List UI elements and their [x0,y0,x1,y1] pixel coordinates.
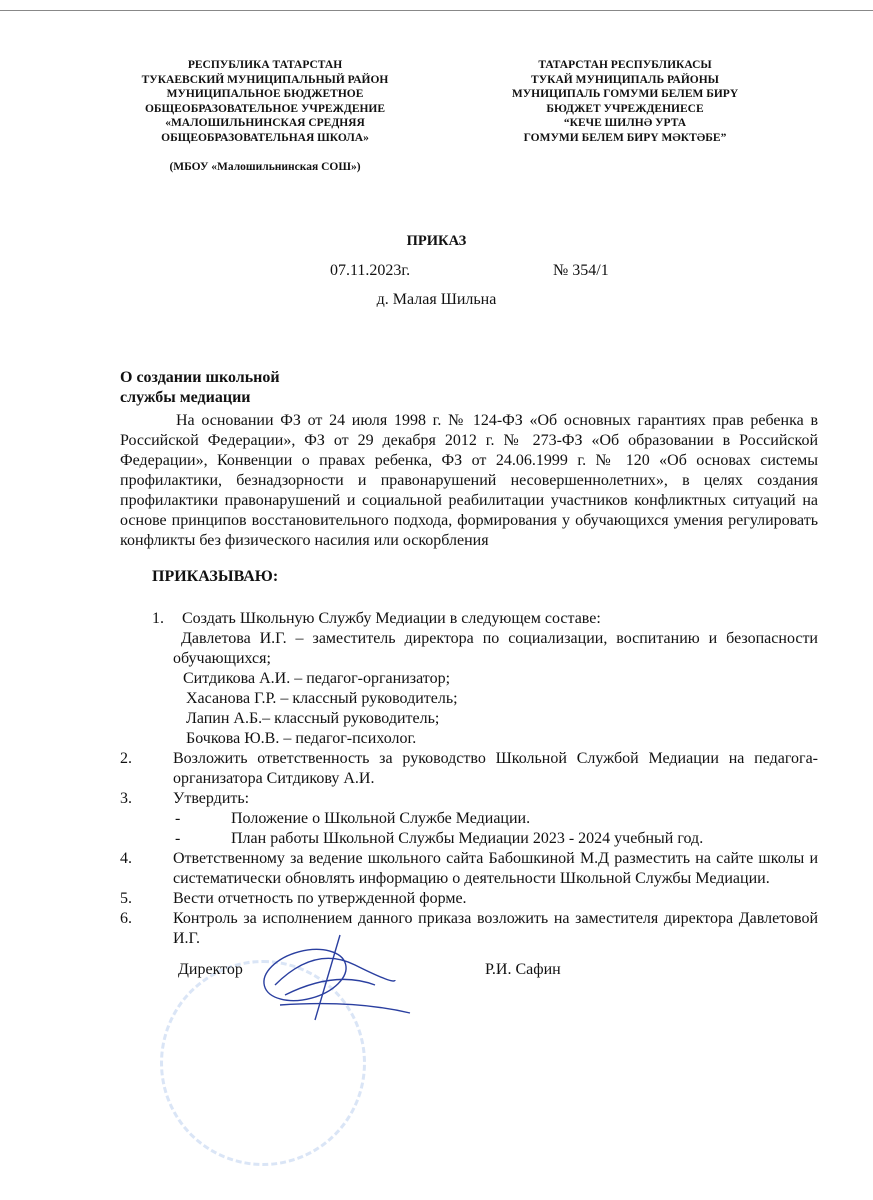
subject-line: службы медиации [120,389,251,406]
signature-role: Директор [178,961,243,978]
header-line: ТАТАРСТАН РЕСПУБЛИКАСЫ [538,59,712,71]
order-items [120,609,818,949]
item-text: Утвердить: [173,790,250,807]
order-item [120,609,818,629]
header-tatar [480,58,770,146]
header-abbreviation: (МБОУ «Малошильнинская СОШ») [169,160,361,173]
order-heading: ПРИКАЗЫВАЮ: [152,568,279,585]
document-number: № 354/1 [553,262,609,279]
document-date: 07.11.2023г. [330,262,411,279]
header-line: ОБЩЕОБРАЗОВАТЕЛЬНАЯ ШКОЛА» [161,131,369,144]
item-text: Ответственному за ведение школьного сайта Бабошкиной М.Д разместить на сайте школы и систематически обновлять информацию о деятельности Школьной Службы Медиации. [173,850,818,887]
header-russian [120,58,410,174]
header-line: МУНИЦИПАЛЬНОЕ БЮДЖЕТНОЕ [166,88,364,101]
approve-item [120,809,818,829]
member: Хасанова Г.Р. – классный руководитель; [186,690,458,707]
dash: - [175,810,181,827]
item-number: 5. [120,890,132,907]
item-number: 1. [152,610,164,627]
order-item [120,789,818,809]
header-line: БЮДЖЕТ УЧРЕЖДЕНИЕСЕ [546,102,704,115]
item-number: 2. [120,750,132,767]
approve-text: План работы Школьной Службы Медиации 2023 - 2024 учебный год. [231,830,704,847]
preamble-paragraph: На основании ФЗ от 24 июля 1998 г. № 124-ФЗ «Об основных гарантиях прав ребенка в Российской Федерации», ФЗ от 29 декабря 2012 г. № 273-ФЗ «Об образовании в Российской Федерации», Конвенции о правах ребенка, ФЗ от 24.06.1999 г. № 120 «Об основах системы профилактики, безнадзорности и правонарушений несовершеннолетних», в целях создания профилактики правонарушений и социальной реабилитации участников конфликтных ситуаций на основе принципов восстановительного подхода, формирования у обучающихся умения регулировать конфликты без физического насилия или оскорбления [120,412,818,549]
document-place: д. Малая Шильна [376,291,497,308]
header-line: РЕСПУБЛИКА ТАТАРСТАН [187,59,343,71]
approve-text: Положение о Школьной Службе Медиации. [231,810,531,827]
item-text: Создать Школьную Службу Медиации в следующем составе: [182,610,601,627]
header-line: ОБЩЕОБРАЗОВАТЕЛЬНОЕ УЧРЕЖДЕНИЕ [144,102,386,115]
signature-name: Р.И. Сафин [485,961,561,978]
header-line: МУНИЦИПАЛЬ ГОМУМИ БЕЛЕМ БИРҮ [511,88,739,101]
scan-edge-line [0,10,873,11]
member: Ситдикова А.И. – педагог-организатор; [183,670,451,687]
header-line: ТУКАЕВСКИЙ МУНИЦИПАЛЬНЫЙ РАЙОН [141,73,389,86]
order-item [120,909,818,949]
order-item [120,889,818,909]
header-line: “КЕЧЕ ШИЛНӘ УРТА [563,117,687,130]
item-number: 3. [120,790,132,807]
item-text: Контроль за исполнением данного приказа возложить на заместителя директора Давлетовой И.Г. [173,910,818,947]
header-line: ТУКАЙ МУНИЦИПАЛЬ РАЙОНЫ [531,73,719,86]
director-signature [245,925,425,1035]
order-item [120,849,818,889]
item-text: Вести отчетность по утвержденной форме. [173,890,467,907]
member: Лапин А.Б.– классный руководитель; [186,710,440,727]
item-number: 6. [120,910,132,927]
document-subject [120,368,280,408]
item-number: 4. [120,850,132,867]
member: Бочкова Ю.В. – педагог-психолог. [186,730,417,747]
header-line: ГОМУМИ БЕЛЕМ БИРҮ МӘКТӘБЕ” [523,131,727,144]
item-text: Возложить ответственность за руководство Школьной Службой Медиации на педагога-организатора Ситдикову А.И. [173,750,818,787]
document-title: ПРИКАЗ [406,233,467,249]
header-line: «МАЛОШИЛЬНИНСКАЯ СРЕДНЯЯ [165,117,365,130]
subject-line: О создании школьной [120,369,280,386]
order-item [120,749,818,789]
member: Давлетова И.Г. – заместитель директора по социализации, воспитанию и безопасности обучающихся; [173,630,818,667]
approve-item [120,829,818,849]
dash: - [175,830,181,847]
